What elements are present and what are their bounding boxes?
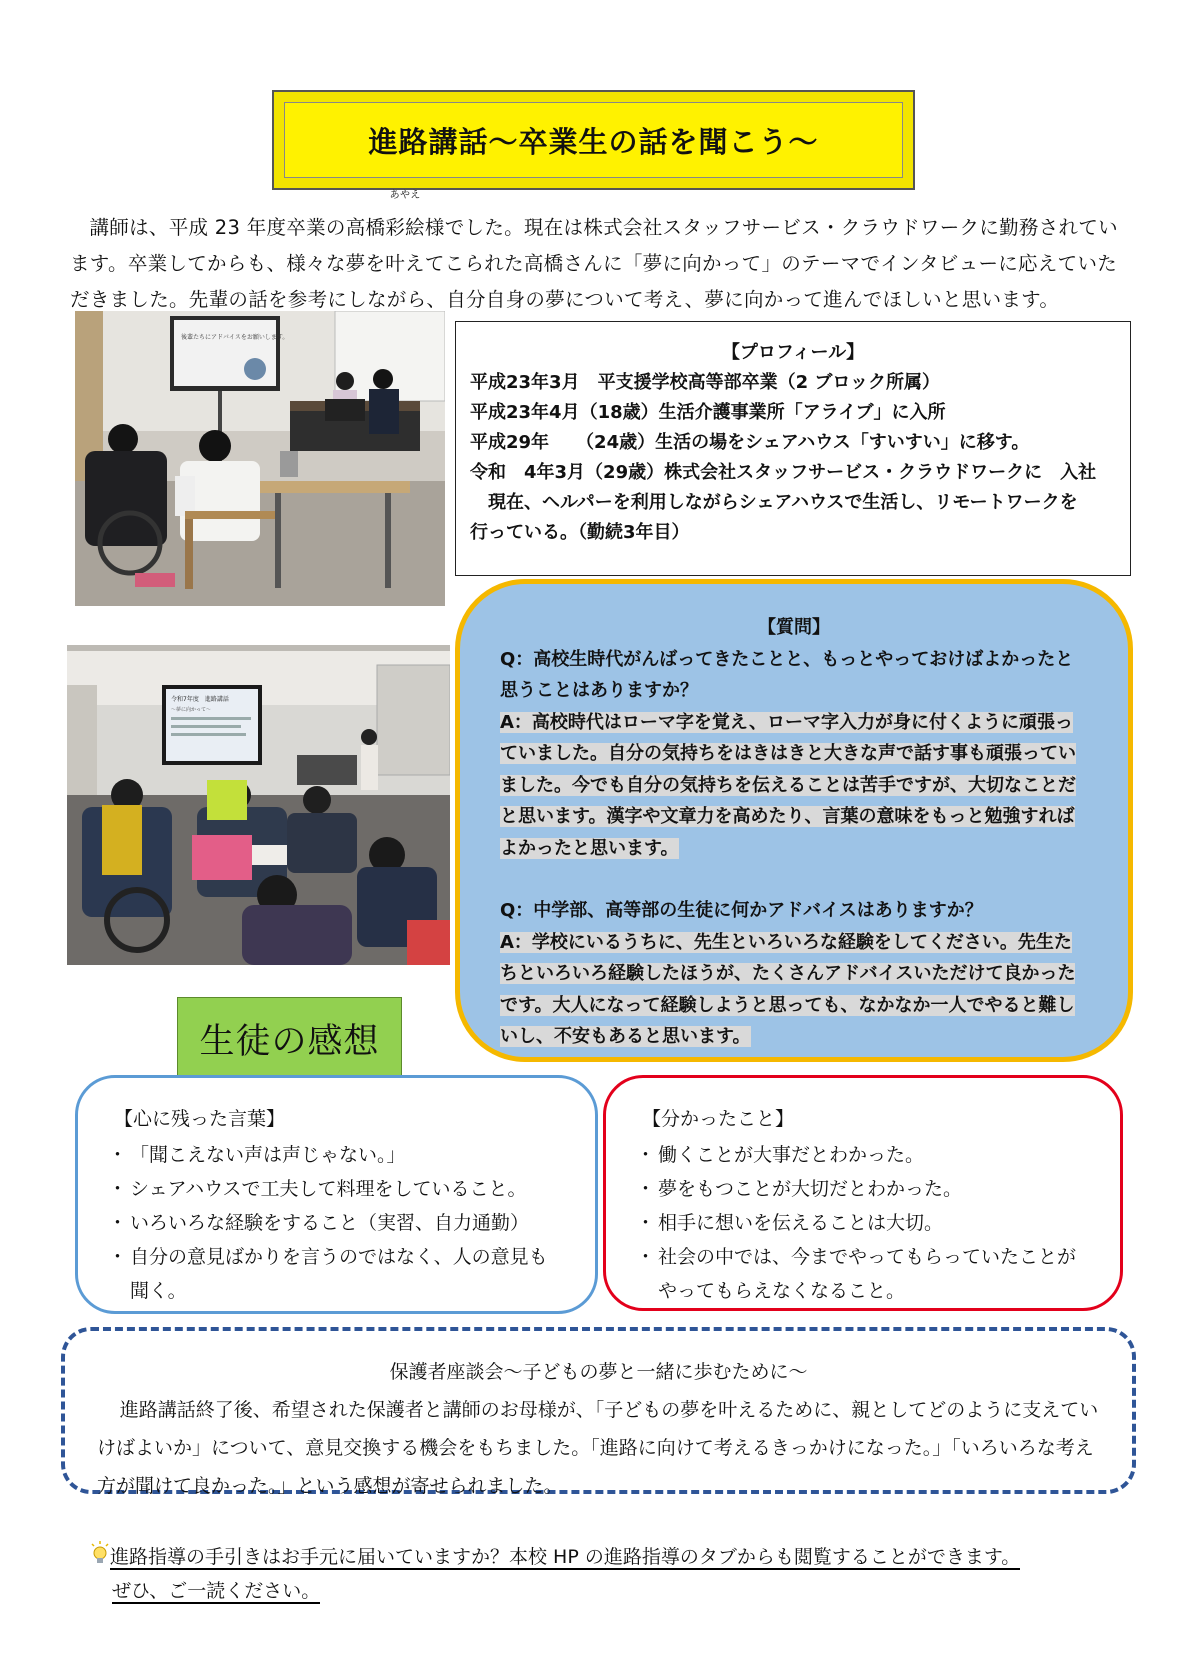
profile-line: 行っている。（勤続3年目） — [470, 522, 690, 543]
list-item: ・ 「聞こえない声は声じゃない。」 — [114, 1138, 565, 1172]
profile-heading: 【プロフィール】 — [721, 342, 865, 363]
list-item: ・ 働くことが大事だとわかった。 — [642, 1138, 1090, 1172]
question-2: Q：中学部、高等部の生徒に何かアドバイスはありますか？ — [500, 900, 983, 921]
intro-paragraph — [70, 190, 1130, 318]
understood-heading: 【分かったこと】 — [642, 1108, 795, 1130]
profile-line: 平成23年4月（18歳）生活介護事業所「アライブ」に入所 — [470, 402, 946, 423]
parents-meeting-title: 保護者座談会～子どもの夢と一緒に歩むために～ — [389, 1361, 808, 1383]
title-banner — [272, 90, 915, 190]
question-1: Q：高校生時代がんばってきたことと、もっとやっておけばよかったと思うことはありますか？ — [500, 648, 1074, 701]
understood-box — [603, 1075, 1123, 1311]
parents-meeting-box — [61, 1327, 1136, 1497]
impressions-label-text: 生徒の感想 — [199, 1021, 380, 1062]
profile-line: 令和 4年3月（29歳）株式会社スタッフサービス・クラウドワークに 入社 — [470, 462, 1097, 483]
profile-box — [455, 321, 1131, 576]
footer-line-2: ぜひ、ご一読ください。 — [112, 1580, 321, 1602]
intro-part1: 講師は、平成 23 年度卒業の高橋 — [89, 216, 386, 239]
list-item: ・ 自分の意見ばかりを言うのではなく、人の意見も聞く。 — [114, 1240, 565, 1308]
answer-1: A：高校時代はローマ字を覚え、ローマ字入力が身に付くように頑張っていました。自分の気持ちをはきはきと大きな声で話す事も頑張っていました。今でも自分の気持ちを伝えることは苦手ですが、大切なことだと思います。漢字や文章力を高めたり、言葉の意味をもっと勉強すればよかったと思います。 — [500, 711, 1076, 859]
memorable-words-heading: 【心に残った言葉】 — [114, 1108, 286, 1130]
intro-part2: 様でした。現在は株式会社スタッフサービス・クラウドワークに勤務されています。卒業してからも、様々な夢を叶えてこられた高橋さんに「夢に向かって」のテーマでインタビューに応えていただきました。先輩の話を参考にしながら、自分自身の夢について考え、夢に向かって進んでほしいと思います。 — [70, 216, 1118, 311]
interview-photo — [75, 311, 445, 606]
list-item: ・ 社会の中では、今までやってもらっていたことがやってもらえなくなること。 — [642, 1240, 1090, 1308]
speaker-name-kanji: 彩絵 — [385, 216, 425, 239]
speaker-name-ruby: あやえ — [389, 190, 421, 201]
understood-list — [642, 1138, 1090, 1308]
list-item: ・ 夢をもつことが大切だとわかった。 — [642, 1172, 1090, 1206]
memorable-words-list — [114, 1138, 565, 1308]
qa-bubble — [455, 579, 1133, 1062]
profile-line: 現在、ヘルパーを利用しながらシェアハウスで生活し、リモートワークを — [470, 492, 1078, 513]
qa-heading: 【質問】 — [758, 617, 830, 638]
list-item: ・ 相手に想いを伝えることは大切。 — [642, 1206, 1090, 1240]
impressions-label — [177, 997, 402, 1080]
list-item: ・ いろいろな経験をすること（実習、自力通勤） — [114, 1206, 565, 1240]
photo2-slide-sub: ～夢に向かって～ — [171, 707, 212, 713]
profile-line: 平成29年 （24歳）生活の場をシェアハウス「すいすい」に移す。 — [470, 432, 1030, 453]
photo1-slide-text: 後輩たちにアドバイスをお願いします。 — [181, 334, 289, 341]
speaker-name — [385, 190, 425, 246]
classroom-photo — [67, 645, 450, 965]
photo2-slide-title: 令和7年度 進路講話 — [171, 696, 229, 703]
footer-line-1: 進路指導の手引きはお手元に届いていますか？本校 HP の進路指導のタブからも閲覧することができます。 — [110, 1546, 1021, 1568]
list-item: ・ シェアハウスで工夫して料理をしていること。 — [114, 1172, 565, 1206]
lightbulb-icon — [90, 1541, 110, 1567]
parents-meeting-body: 進路講話終了後、希望された保護者と講師のお母様が、「子どもの夢を叶えるために、親としてどのように支えていけばよいか」について、意見交換する機会をもちました。「進路に向けて考えるきっかけになった。」「いろいろな考え方が聞けて良かった。」という感想が寄せられました。 — [97, 1399, 1099, 1497]
memorable-words-box — [75, 1075, 598, 1314]
footer-note — [90, 1540, 1150, 1608]
page-title: 進路講話～卒業生の話を聞こう～ — [368, 124, 819, 159]
profile-line: 平成23年3月 平支援学校高等部卒業（2 ブロック所属） — [470, 372, 941, 393]
answer-2: A：学校にいるうちに、先生といろいろな経験をしてください。先生たちといろいろ経験したほうが、たくさんアドバイスいただけて良かったです。大人になって経験しようと思っても、なかなか一人でやると難しいし、不安もあると思います。 — [500, 931, 1076, 1047]
